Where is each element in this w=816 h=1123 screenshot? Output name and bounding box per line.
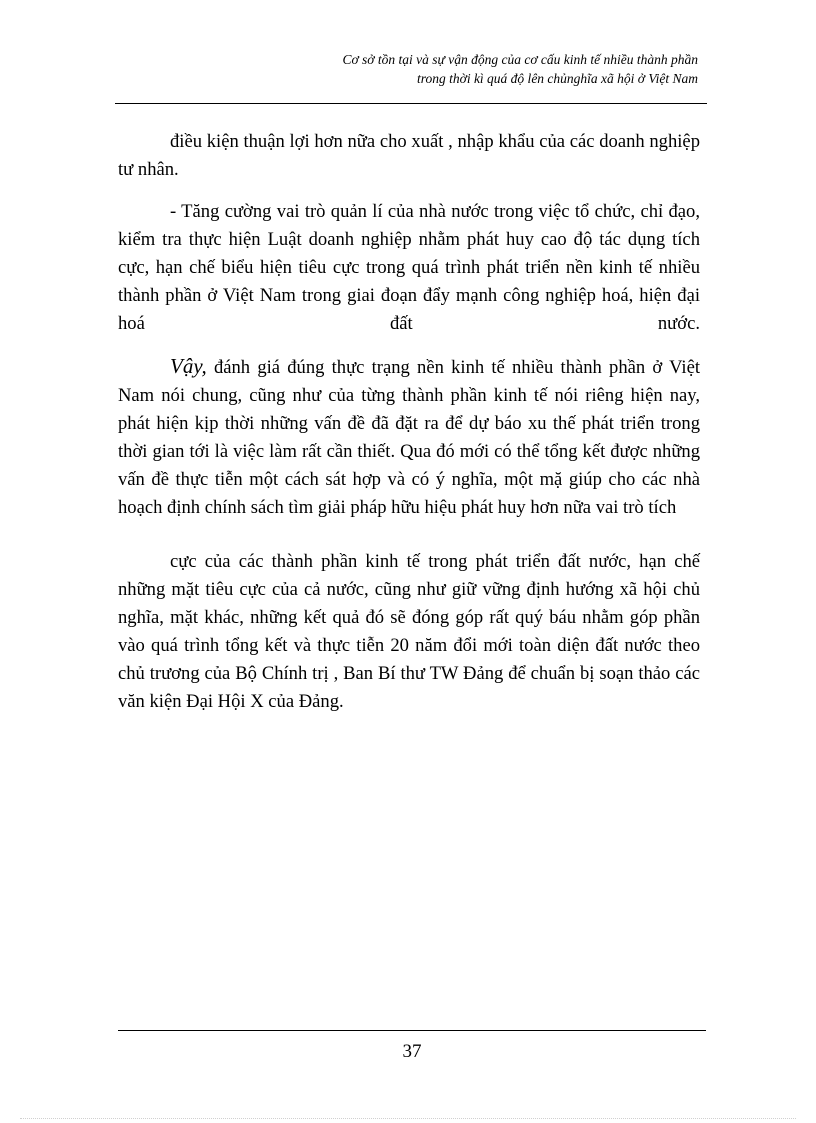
footer-divider <box>118 1030 706 1031</box>
header-divider <box>115 103 707 104</box>
paragraph-2: - Tăng cường vai trò quản lí của nhà nước trong việc tổ chức, chỉ đạo, kiểm tra thực hiện Luật doanh nghiệp nhằm phát huy cao độ tác dụng tích cực, hạn chế biểu hiện tiêu cực trong quá trình phát triển nền kinh tế nhiều thành phần ở Việt Nam trong giai đoạn đẩy mạnh công nghiệp hoá, hiện đại hoá đất nước. <box>118 201 700 334</box>
page-bottom-edge <box>20 1118 796 1119</box>
running-header <box>118 50 698 88</box>
running-header-line-1: Cơ sở tồn tại và sự vận động của cơ cấu kinh tế nhiều thành phần <box>342 52 698 67</box>
paragraph-4: cực của các thành phần kinh tế trong phát triển đất nước, hạn chế những mặt tiêu cực của cả nước, cũng như giữ vững định hướng xã hội chủ nghĩa, mặt khác, những kết quả đó sẽ đóng góp rất quý báu nhằm góp phần vào quá trình tổng kết và thực tiễn 20 năm đổi mới toàn diện đất nước theo chủ trương của Bộ Chính trị , Ban Bí thư TW Đảng để chuẩn bị soạn thảo các văn kiện Đại Hội X của Đảng. <box>118 551 700 712</box>
document-body <box>118 128 700 716</box>
running-header-line-2: trong thời kì quá độ lên chủnghĩa xã hội ở Việt Nam <box>416 71 698 86</box>
paragraph-1: điều kiện thuận lợi hơn nữa cho xuất , nhập khẩu của các doanh nghiệp tư nhân. <box>118 131 700 180</box>
paragraph-3-text: đánh giá đúng thực trạng nền kinh tế nhiều thành phần ở Việt Nam nói chung, cũng như của từng thành phần kinh tế nói riêng hiện nay, phát hiện kịp thời những vấn đề đã đặt ra để dự báo xu thế phát triển trong thời gian tới là việc làm rất cần thiết. Qua đó mới có thể tổng kết được những vấn đề thực tiễn một cách sát hợp và có ý nghĩa, một mặ giúp cho các nhà hoạch định chính sách tìm giải pháp hữu hiệu phát huy hơn nữa vai trò tích <box>118 357 700 518</box>
page-number: 37 <box>402 1041 422 1062</box>
paragraph-3-lead-word: Vậy, <box>170 354 207 378</box>
paragraph-3 <box>118 352 700 522</box>
